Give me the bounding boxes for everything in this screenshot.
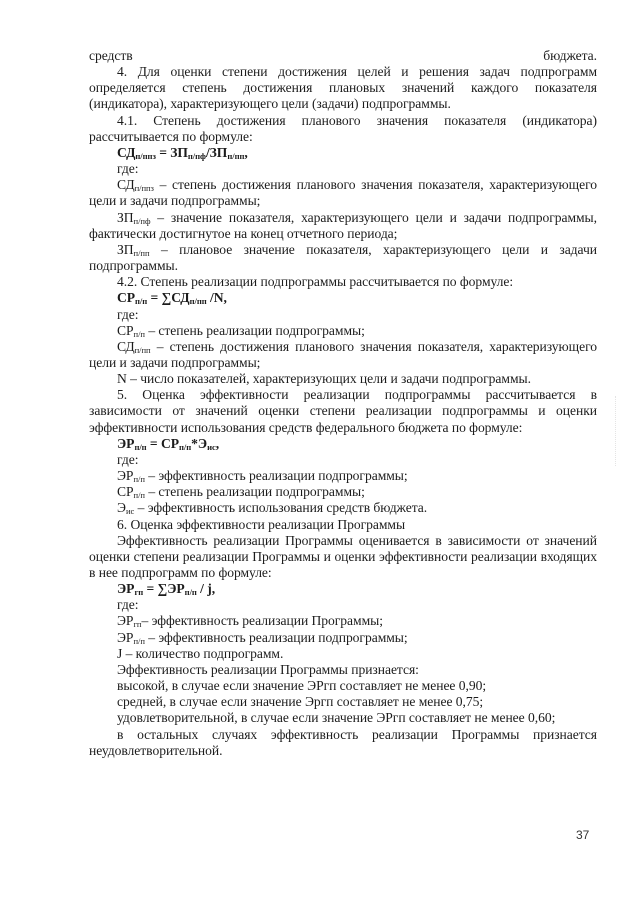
paragraph-4-2: 4.2. Степень реализации подпрограммы рассчитывается по формуле: xyxy=(117,274,514,290)
definition-item: J – количество подпрограмм. xyxy=(117,645,284,661)
paragraph-continuation: средств бюджета. xyxy=(89,48,597,63)
paragraph-6-heading: 6. Оценка эффективности реализации Программы xyxy=(117,516,406,532)
scan-artifact xyxy=(615,396,621,466)
document-page xyxy=(89,48,597,759)
definition-item: $Э_{ис}$ – эффективность использования средств бюджета. xyxy=(117,500,428,517)
definition-item: $ЭР_{п/п}$ – эффективность реализации подпрограммы; xyxy=(117,468,408,485)
formula-subprogram-efficiency: $ЭР_{п/п} = СР_{п/п}*Э_{ис}$, xyxy=(117,435,220,452)
criteria-medium: средней, в случае если значение Эргп составляет не менее 0,75; xyxy=(117,694,484,710)
paragraph-4-1: 4.1. Степень достижения планового значения показателя (индикатора) рассчитывается по формуле: xyxy=(89,112,597,144)
criteria-other: в остальных случаях эффективность реализации Программы признается неудовлетворительной. xyxy=(89,726,597,758)
formula-realization-degree: $СР_{п/п} = \sum СД_{п/пп}$ /N, xyxy=(117,290,227,307)
formula-program-efficiency: $ЭР_{гп} = \sum ЭР_{п/п} / j$, xyxy=(117,581,216,598)
where-label: где: xyxy=(117,161,139,177)
paragraph-recognition: Эффективность реализации Программы признается: xyxy=(117,661,419,677)
definition-item: $ЭР_{гп}-$ эффективность реализации Программы; xyxy=(117,613,383,630)
definition-item: $ЗП_{п/пф}$ – значение показателя, характеризующего цели и задачи подпрограммы, фактически достигнутое на конец отчетного периода; xyxy=(89,209,597,241)
where-label: где: xyxy=(117,306,139,322)
definition-item: $СД_{п/ппз}$ – степень достижения планового значения показателя, характеризующего цели и задачи подпрограммы; xyxy=(89,177,597,209)
where-label: где: xyxy=(117,451,139,467)
definition-item: $СР_{п/п}$ – степень реализации подпрограммы; xyxy=(117,484,365,501)
paragraph-6-body: Эффективность реализации Программы оценивается в зависимости от значений оценки степени реализации Программы и оценки эффективности реализации входящих в нее подпрограмм по формуле: xyxy=(89,532,597,580)
definition-item: N – число показателей, характеризующих цели и задачи подпрограммы. xyxy=(117,371,531,387)
definition-item: $СД_{п/пп}$ – степень достижения планового значения показателя, характеризующего цели и задачи подпрограммы; xyxy=(89,338,597,370)
criteria-high: высокой, в случае если значение ЭРгп составляет не менее 0,90; xyxy=(117,678,487,694)
definition-item: $ЭР_{п/п}$ – эффективность реализации подпрограммы; xyxy=(117,629,408,646)
page-number: 37 xyxy=(576,828,590,842)
formula-achievement-degree: $СД_{п/ппз} = ЗП_{п/пф}/ЗП_{п/пп}$, xyxy=(117,144,248,161)
paragraph-5: 5. Оценка эффективности реализации подпрограммы рассчитывается в зависимости от значений оценки степени реализации подпрограммы и оценки эффективности использования средств федерального бюджета по формуле: xyxy=(89,387,597,435)
definition-item: $СР_{п/п}$ – степень реализации подпрограммы; xyxy=(117,322,365,339)
paragraph-4: 4. Для оценки степени достижения целей и решения задач подпрограмм определяется степень достижения плановых значений каждого показателя (индикатора), характеризующего цели (задачи) подпрограммы. xyxy=(89,64,597,112)
criteria-satisfactory: удовлетворительной, в случае если значение ЭРгп составляет не менее 0,60; xyxy=(117,710,556,726)
definition-item: $ЗП_{п/пп}$ – плановое значение показателя, характеризующего цели и задачи подпрограммы. xyxy=(89,241,597,274)
where-label: где: xyxy=(117,597,139,613)
